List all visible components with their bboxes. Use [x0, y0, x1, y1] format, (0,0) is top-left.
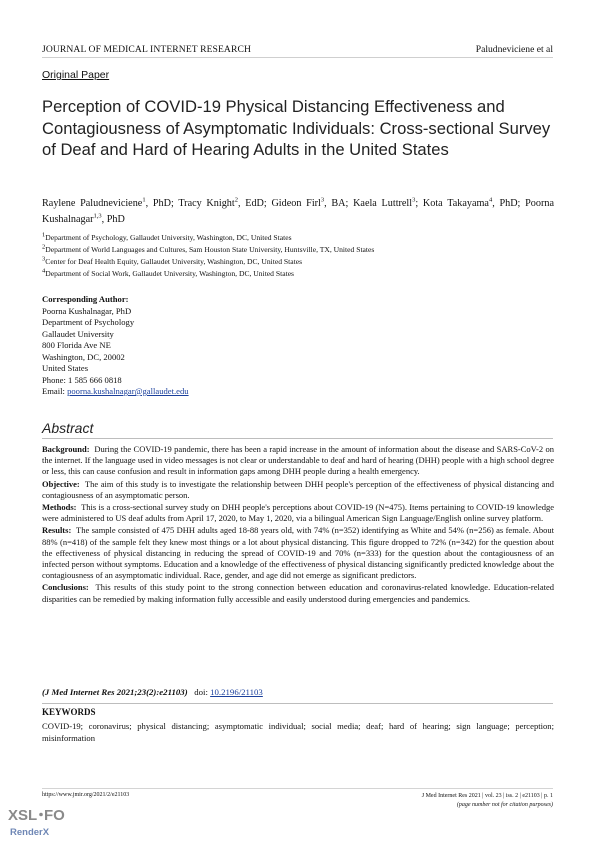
author-name: Gideon Firl [271, 198, 321, 209]
section-text: The aim of this study is to investigate the relationship between DHH people's perception of the effectiveness of physical distancing and contagiousness of an asymptomatic person. [42, 478, 554, 500]
doi-label: doi: [194, 687, 211, 697]
affiliation [42, 268, 554, 280]
affiliation-sup: 3 [42, 255, 46, 263]
paper-type: Original Paper [42, 69, 110, 81]
running-author: Paludneviciene et al [475, 44, 553, 55]
abstract-methods [42, 502, 554, 524]
citation-line [42, 687, 263, 697]
corresponding-heading: Corresponding Author: [42, 294, 129, 304]
citation-divider [42, 703, 553, 704]
footer-note: (page number not for citation purposes) [456, 802, 553, 808]
author-name: Poorna Kushalnagar [42, 198, 554, 225]
author-name: Kota Takayama [422, 198, 489, 209]
author-degree: , BA; [324, 198, 354, 209]
author-degree: , EdD; [237, 198, 272, 209]
corresponding-line: Gallaudet University [42, 328, 114, 339]
section-label: Conclusions: [42, 582, 89, 593]
keywords-text: COVID-19; coronavirus; physical distancing; asymptomatic individual; social media; deaf; hard of hearing; sign language; perception; misinformation [42, 721, 554, 743]
section-label: Objective: [42, 478, 80, 489]
author-sup: 3 [320, 196, 325, 204]
corresponding-line: Phone: 1 585 666 0818 [42, 374, 122, 385]
article-title: Perception of COVID-19 Physical Distancing Effectiveness and Contagiousness of Asymptomatic Individuals: Cross-sectional Survey of Deaf and Hard of Hearing Adults in the United States [42, 97, 551, 159]
corresponding-line: Poorna Kushalnagar, PhD [42, 305, 132, 316]
footer-divider [42, 788, 553, 789]
affiliation-sup: 1 [42, 231, 46, 239]
author-sup: 4 [488, 196, 493, 204]
section-label: Methods: [42, 502, 77, 513]
corresponding-line: Department of Psychology [42, 317, 135, 327]
author-name: Raylene Paludneviciene [42, 198, 143, 209]
section-label: Results: [42, 525, 72, 536]
affiliation-text: Center for Deaf Health Equity, Gallaudet University, Washington, DC, United States [45, 257, 303, 267]
affiliation-sup: 4 [42, 267, 46, 275]
keywords-heading: KEYWORDS [42, 707, 96, 717]
citation-text: (J Med Internet Res 2021;23(2):e21103) [42, 687, 188, 697]
svg-text:RenderX: RenderX [10, 827, 50, 838]
affiliation-text: Department of Social Work, Gallaudet University, Washington, DC, United States [45, 269, 295, 279]
section-text: This is a cross-sectional survey study on DHH people's perceptions about COVID-19 (N=475). Items pertaining to COVID-19 knowledge were administered to US deaf adults from April 17, 2020, to May 1, 2020, via a bilingual American Sign Language/English online survey platform. [42, 502, 555, 524]
section-text: This results of this study point to the strong connection between education and coronavirus-related knowledge. Education-related disparities can be remedied by making information fully accessible and easily understood during emergencies and pandemics. [42, 582, 555, 604]
author-degree: ; [415, 198, 423, 209]
email-link[interactable]: poorna.kushalnagar@gallaudet.edu [67, 386, 189, 396]
corresponding-line: United States [42, 363, 89, 373]
footer-url: https://www.jmir.org/2021/2/e21103 [42, 792, 130, 798]
header-divider [42, 57, 553, 58]
author-degree: , PhD [101, 214, 125, 225]
section-label: Background: [42, 444, 90, 454]
affiliation-sup: 2 [42, 243, 46, 251]
author-degree: , PhD; [145, 198, 179, 209]
doi-link[interactable]: 10.2196/21103 [210, 687, 263, 697]
email-line [42, 386, 189, 398]
author-list [42, 196, 554, 228]
author-name: Tracy Knight [178, 198, 235, 209]
corresponding-author [42, 294, 189, 398]
affiliation-text: Department of Psychology, Gallaudet University, Washington, DC, United States [45, 233, 292, 242]
author-degree: , PhD; [492, 198, 526, 209]
svg-text:XSL: XSL [8, 807, 38, 824]
author-sup: 3 [412, 196, 416, 204]
author-name: Kaela Luttrell [353, 198, 413, 209]
abstract-objective [42, 479, 554, 501]
renderx-logo [6, 803, 70, 839]
affiliation-text: Department of World Languages and Cultures, Sam Houston State University, Huntsville, TX, United States [45, 245, 375, 255]
svg-text:FO: FO [44, 807, 65, 824]
author-sup: 1,3 [93, 212, 102, 220]
affiliation [42, 244, 554, 256]
footer-journal-info: J Med Internet Res 2021 | vol. 23 | iss. 2 | e21103 | p. 1 [421, 793, 553, 799]
section-text: The sample consisted of 475 DHH adults aged 18-88 years old, with 74% (n=352) identifying as White and 54% (n=256) as female. About 88% (n=418) of the sample felt they knew most things or a lot about physical distancing. This figure dropped to 72% (n=342) for the question about the effectiveness of physical distancing in reducing the spread of COVID-19 and 70% (n=333) for the question about the contagiousness of an infected person without symptoms. Education and a knowledge of the effectiveness of physical distancing significantly predicted knowledge about the contagiousness of an asymptomatic individual. Race, gender, and age did not emerge as significant predictors. [42, 525, 554, 581]
corresponding-line: Washington, DC, 20002 [42, 351, 125, 362]
abstract-results [42, 525, 554, 581]
email-label: Email: [42, 386, 68, 396]
abstract-divider [42, 438, 553, 439]
abstract-heading: Abstract [42, 420, 94, 436]
author-sup: 1 [142, 196, 146, 204]
abstract-conclusions [42, 582, 554, 604]
footer-info [422, 792, 553, 810]
affiliation-list [42, 232, 554, 280]
abstract-background [42, 444, 554, 478]
abstract-body [42, 444, 554, 606]
corresponding-line: 800 Florida Ave NE [42, 340, 111, 350]
affiliation [42, 232, 554, 244]
author-sup: 2 [234, 196, 238, 204]
journal-name: JOURNAL OF MEDICAL INTERNET RESEARCH [42, 44, 251, 55]
affiliation [42, 256, 554, 268]
section-text: During the COVID-19 pandemic, there has been a rapid increase in the amount of information about the disease and SARS-CoV-2 on the internet. If the language used in video messages is not clear or understandable to deaf and hard of hearing (DHH) people with a high school degree or less, this can cause confusion and result in information gaps among DHH people during a health emergency. [42, 444, 555, 477]
